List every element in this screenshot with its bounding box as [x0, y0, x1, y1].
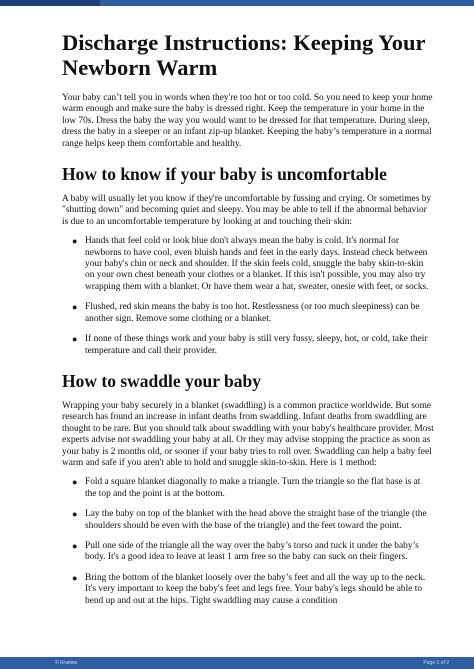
list-item	[62, 541, 434, 564]
list-item	[62, 334, 434, 357]
list-item-text: Pull one side of the triangle all the way over the baby’s torso and tuck it under the baby’s body. It's a good idea to leave at least 1 arm free so the baby can suck on their fingers.	[85, 540, 419, 563]
bullet-list-swaddle	[62, 477, 434, 607]
bullet-icon: ●	[72, 334, 78, 345]
section-heading-uncomfortable: How to know if your baby is uncomfortable	[62, 164, 387, 185]
list-item-text: Fold a square blanket diagonally to make a triangle. Turn the triangle so the flat base is at the top and the point is at the bottom.	[85, 477, 421, 499]
bullet-list-uncomfortable	[62, 236, 434, 357]
list-item	[62, 302, 434, 325]
page-title: Discharge Instructions: Keeping Your Newborn Warm	[62, 30, 426, 80]
document-page	[62, 30, 434, 616]
bullet-icon: ●	[72, 477, 78, 488]
list-item-text: Hands that feel cold or look blue don't always mean the baby is cold. It's normal for newborns to have cool, even bluish hands and feet in the early days. Instead check between your baby's chin or neck and shoulder. If the skin feels cold, snuggle the baby skin-to-skin on your own chest beneath your clothes or a blanket. If this isn't possible, you may also try wrapping them with a blanket. Or have them wear a hat, sweater, onesie with feet, or socks.	[85, 236, 429, 292]
list-item	[62, 477, 434, 500]
bullet-icon: ●	[72, 509, 78, 520]
list-item-text: Lay the baby on top of the blanket with the head above the straight base of the triangle (the shoulders should be even with the base of the triangle) and the feet toward the point.	[85, 509, 427, 531]
section-heading-swaddle: How to swaddle your baby	[62, 370, 262, 391]
list-item-text: Bring the bottom of the blanket loosely over the baby’s feet and all the way up to the neck. It's very important to keep the baby's feet and legs free. Your baby's legs should be able to bend up and out at the hips. Tight swaddling may cause a condition	[85, 572, 426, 606]
bullet-icon: ●	[72, 540, 78, 551]
top-bar-accent	[0, 0, 100, 6]
intro-paragraph: Your baby can’t tell you in words when they're too hot or too cold. So you need to keep your home warm enough and make sure the baby is dressed right. Keep the temperature in your home in the low 70s. Dress the baby the way you would want to be dressed for that temperature. During sleep, dress the baby in a sleeper or an infant zip-up blanket. Keeping the baby’s temperature in a normal range helps keep them comfortable and healthy.	[62, 93, 433, 149]
list-item	[62, 573, 434, 607]
bullet-icon: ●	[72, 572, 78, 583]
bullet-icon: ●	[72, 302, 78, 313]
top-bar	[0, 0, 474, 6]
bullet-icon: ●	[72, 236, 78, 247]
footer-copyright: © Krames	[55, 660, 78, 666]
section-paragraph-uncomfortable: A baby will usually let you know if they're uncomfortable by fussing and crying. Or sometimes by "shutting down" and becoming quiet and sleepy. You may be able to tell if the abnormal behavior is due to an uncomfortable temperature by looking at and touching their skin:	[62, 194, 432, 227]
footer-bar	[0, 657, 474, 669]
footer-page-number: Page 1 of 2	[423, 660, 449, 666]
list-item	[62, 236, 434, 293]
list-item	[62, 509, 434, 532]
list-item-text: If none of these things work and your baby is still very fussy, sleepy, hot, or cold, take their temperature and call their provider.	[85, 334, 428, 356]
list-item-text: Flushed, red skin means the baby is too hot. Restlessness (or too much sleepiness) can be another sign. Remove some clothing or a blanket.	[85, 302, 420, 324]
section-paragraph-swaddle: Wrapping your baby securely in a blanket (swaddling) is a common practice worldwide. But some research has found an increase in infant deaths from swaddling. Infant deaths from swaddling are thought to be rare. But you should talk about swaddling with your baby's healthcare provider. Most experts advise not swaddling your baby at all. Or they may advise stopping the practice as soon as your baby is 2 months old, or sooner if your baby tries to roll over. Swaddling can help a baby feel warm and safe if you aren't able to hold and snuggle skin-to-skin. Here is 1 method:	[62, 400, 434, 468]
